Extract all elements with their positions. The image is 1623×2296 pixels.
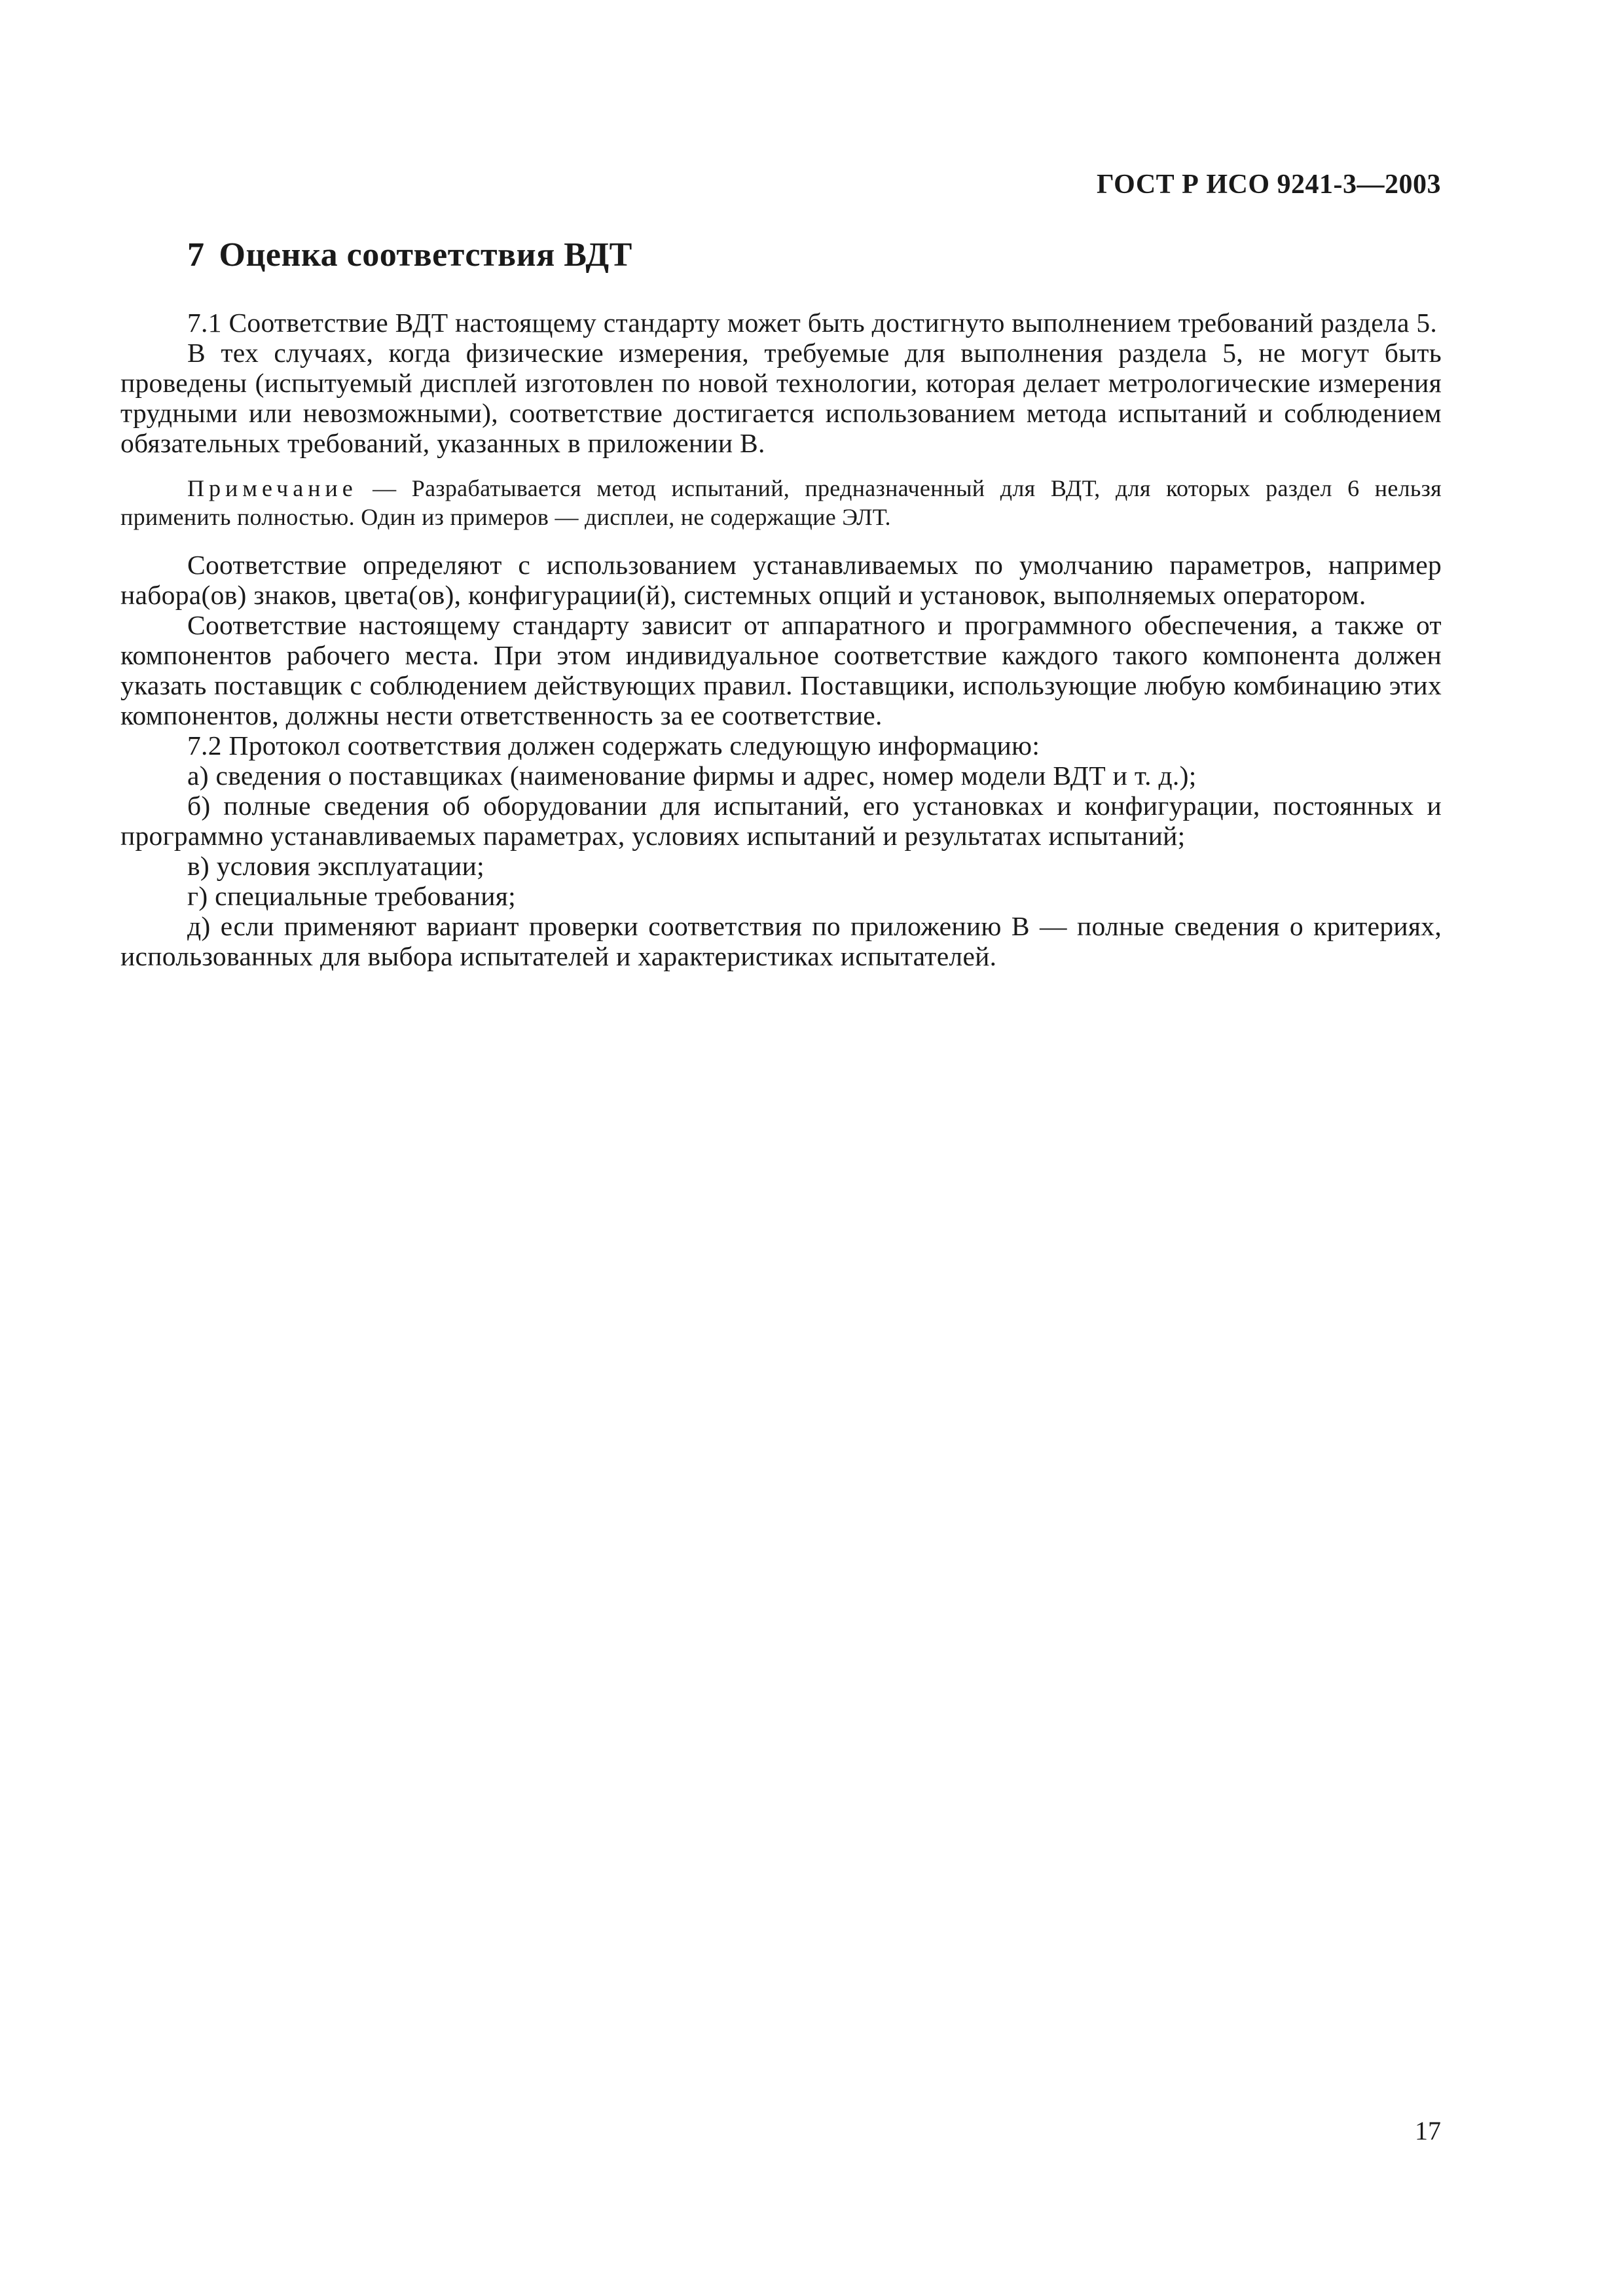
- section-number: 7: [187, 236, 205, 274]
- page-number: 17: [1415, 2116, 1441, 2145]
- list-item-v: в) условия эксплуатации;: [187, 851, 484, 881]
- list-item-b: б) полные сведения об оборудовании для испытаний, его установках и конфигурации, постоянных и программно устанавливаемых параметрах, условиях испытаний и результатах испытаний;: [120, 791, 1442, 851]
- document-body: [120, 308, 1442, 971]
- list-item-d: д) если применяют вариант проверки соответствия по приложению В — полные сведения о критериях, использованных для выбора испытателей и характеристиках испытателей.: [120, 911, 1442, 971]
- list-item-g: г) специальные требования;: [187, 881, 516, 911]
- paragraph-7-2: 7.2 Протокол соответствия должен содержать следующую информацию:: [187, 730, 1040, 761]
- paragraph-physical-measurements: В тех случаях, когда физические измерения, требуемые для выполнения раздела 5, не могут быть проведены (испытуемый дисплей изготовлен по новой технологии, которая делает метрологические измерения трудными или невозможными), соответствие достигается использованием метода испытаний и соблюдением обязательных требований, указанных в приложении В.: [120, 338, 1442, 458]
- note-label: Примечание: [187, 475, 357, 501]
- paragraph-7-1: 7.1 Соответствие ВДТ настоящему стандарту может быть достигнуто выполнением требований раздела 5.: [187, 308, 1438, 338]
- note: [120, 474, 1442, 531]
- paragraph-default-parameters: Соответствие определяют с использованием устанавливаемых по умолчанию параметров, например набора(ов) знаков, цвета(ов), конфигурации(й), системных опций и установок, выполняемых оператором.: [120, 550, 1442, 610]
- paragraph-hardware-software: Соответствие настоящему стандарту зависит от аппаратного и программного обеспечения, а также от компонентов рабочего места. При этом индивидуальное соответствие каждого такого компонента должен указать поставщик с соблюдением действующих правил. Поставщики, использующие любую комбинацию этих компонентов, должны нести ответственность за ее соответствие.: [120, 610, 1442, 730]
- list-item-a: а) сведения о поставщиках (наименование фирмы и адрес, номер модели ВДТ и т. д.);: [187, 761, 1197, 791]
- section-heading: [187, 236, 632, 274]
- note-text: — Разрабатывается метод испытаний, предназначенный для ВДТ, для которых раздел 6 нельзя применить полностью. Один из примеров — дисплеи, не содержащие ЭЛТ.: [120, 475, 1442, 530]
- section-title-text: Оценка соответствия ВДТ: [219, 236, 632, 274]
- document-code-header: ГОСТ Р ИСО 9241-3—2003: [1096, 170, 1441, 200]
